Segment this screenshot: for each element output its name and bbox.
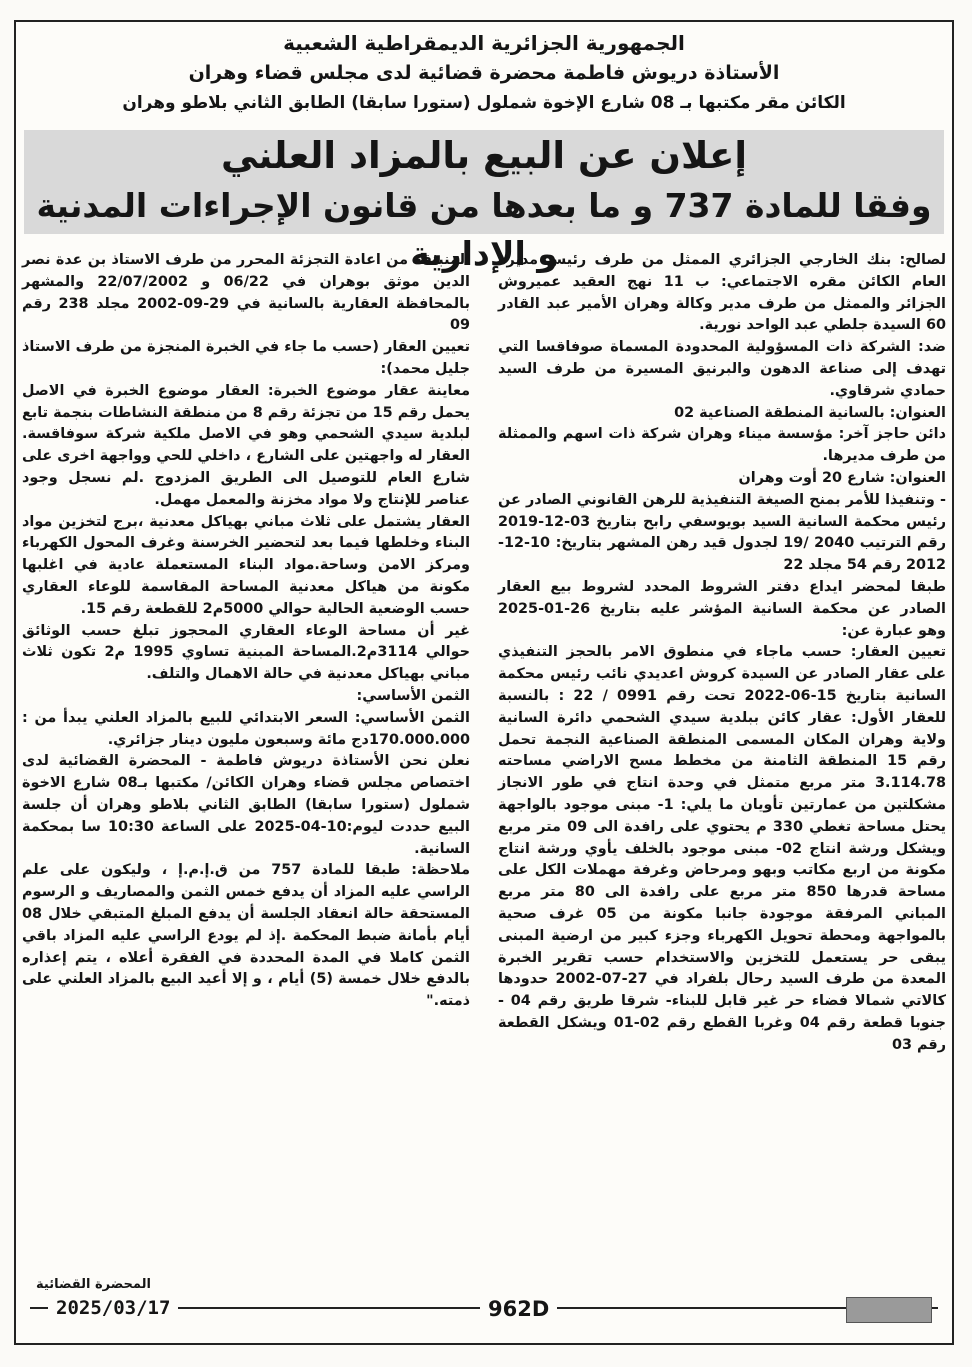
paragraph: نعلن نحن الأستاذة دريوش فاطمة - المحضرة القضائية لدى اختصاص مجلس قضاء وهران الكائن/ مكتبها بـ08 شارع الاخوة شملول (ستورا سابقا) الطابق الثاني بلاطو وهران أن جلسة البيع حددت ليوم:10-04-2025 على الساعة 10:30 سا بمحكمة السانية. <box>22 753 470 857</box>
republic-name: الجمهورية الجزائرية الديمقراطية الشعبية <box>283 31 685 55</box>
paragraph: الثمن الأساسي: <box>356 687 470 704</box>
paragraph: غير أن مساحة الوعاء العقاري المحجوز تبلغ حسب الوثائق حوالي 3114م2.المساحة المبنية تساوي 1995 م2 تكون ثلاث مباني بهياكل معدنية في حالة الاهمال والتلف. <box>22 622 470 683</box>
paragraph: تعيين العقار (حسب ما جاء في الخبرة المنجزة من طرف الاستاذ جليل محمد): <box>22 339 470 377</box>
newspaper-logo-icon <box>846 1297 932 1323</box>
paragraph: ملاحظة: طبقا للمادة 757 من ق.إ.م.إ ، وليكون على علم الراسي عليه المزاد أن يدفع خمس الثمن والمصاريف و الرسوم المستحقة حالة انعقاد الجلسة أن يدفع المبلغ المتبقي خلال 08 أيام بأمانة ضبط المحكمة .إذ لم يودع الراسي عليه المزاد باقي الثمن كاملا في المدة المحددة في الفقرة أعلاه ، يتم إعذاره بالدفع خلال خمسة (5) أيام ، و إلا أعيد البيع بالمزاد العلني على ذمته." <box>22 862 470 1010</box>
announcement-frame <box>14 20 954 1345</box>
title-box <box>24 130 944 273</box>
announcement-title: إعلان عن البيع بالمزاد العلني <box>220 134 748 177</box>
right-column <box>498 250 946 1280</box>
paragraph: العنوان: بالسانية المنطقة الصناعية 02 <box>674 404 946 421</box>
announcement-header <box>16 22 952 118</box>
paragraph: المنبثقة من اعادة التجزئة المحرر من طرف الاستاذ بن عدة نصر الدين موثق بوهران في 06/22 و 22/07/2002 والمشهر بالمحافظة العقارية بالسانية في 29-09-2002 مجلد 238 رقم 09 <box>22 252 470 334</box>
paragraph: الثمن الأساسي: السعر الابتدائي للبيع بالمزاد العلني يبدأ من : 170.000.000دج مائة وسبعون مليون دينار جزائري. <box>22 709 470 748</box>
announcement-footer <box>30 1277 938 1325</box>
paragraph: لصالح: بنك الخارجي الجزائري الممثل من طرف رئيس مديره العام الكائن مقره الاجتماعي: ب 11 نهج العقيد عميروش الجزائر والممثل من طرف مدير وكالة وهران الأمير عبد القادر 60 السيدة جلطي عبد الواحد نورية. <box>498 252 947 334</box>
paragraph: طبقا لمحضر ايداع دفتر الشروط المحدد لشروط بيع العقار الصادر عن محكمة السانية المؤشر عليه بتاريخ 26-01-2025 وهو عبارة عن: <box>498 578 946 639</box>
ad-code: 962D <box>480 1297 557 1321</box>
body-columns <box>22 250 946 1280</box>
paragraph: تعيين العقار: حسب ماجاء في منطوق الامر بالحجز التنفيذي على عقار الصادر عن السيدة كروش اعديدي نائب رئيس محكمة السانية بتاريخ 15-06-2022 تحت رقم 0991 / 22 : بالنسبة للعقار الأول: عقار كائن ببلدية سيدي الشحمي دائرة السانية ولاية وهران المكان المسمى المنطقة الصناعية النجمة تحمل رقم 15 المنطقة الثامنة من مخطط مسح الاراضي مساحته 3.114.78 متر مربع متمثل في وحدة انتاج في طور الانجاز مشكلتين من عمارتين تأويان ما يلي: 1- مبنى موجود بالواجهة يحتل مساحة تغطي 330 م يحتوي على رافدة الى 09 متر مربع ويشكل ورشة انتاج 02- مبنى موجود بالخلف يأوي ورشة انتاج مكونة من اربع مكاتب وبهو ومرحاض وغرفة مهملات الكل على مساحة قدرها 850 متر مربع على رافدة الى 80 متر مربع المباني المرفقة موجودة جانبا مكونة من 05 غرف صحية بالمواجهة ومحطة تحويل الكهرباء وجزء كبير من ارضية المبنى يبقى حر يستعمل للتخزين والاستخدام حسب تقرير الخبرة المعدة من طرف السيد رحال بلفراد في 27-07-2002 حدودها كالاتي شمالا فضاء حر غير قابل للبناء- شرقا طريق رقم 04 - جنوبا قطعة رقم 04 وغربا القطع رقم 02-01 ويشكل القطعة رقم 03 <box>498 644 947 1053</box>
paragraph: ضد: الشركة ذات المسؤولية المحدودة المسماة صوفاقسا التي تهدف إلى صناعة الدهون والبرنيق المسيرة من طرف السيد حمادي شرقاوي. <box>498 339 946 399</box>
signature-label: المحضرة القضائية <box>36 1277 151 1292</box>
office-address: الكائن مقر مكتبها بـ 08 شارع الإخوة شملول (ستورا سابقا) الطابق الثاني بلاطو وهران <box>122 93 846 113</box>
announcement-subtitle: وفقا للمادة 737 و ما بعدها من قانون الإجراءات المدنية و الإدارية <box>36 186 932 273</box>
paragraph: العنوان: شارع 20 أوت وهران <box>738 469 946 486</box>
publication-date: 2025/03/17 <box>48 1297 178 1319</box>
paragraph: - وتنفيذا للأمر بمنح الصيغة التنفيذية للرهن القانوني الصادر عن رئيس محكمة السانية السيد بويوسفي رابح بتاريخ 03-12-2019 رقم الترتيب 2040 /19 لجدول قيد رهن المشهر بتاريخ: 10-12-2012 رقم 54 مجلد 22 <box>498 491 946 574</box>
paragraph: دائن حاجز آخر: مؤسسة ميناء وهران شركة ذات اسهم والممثلة من طرف مديرها. <box>498 426 946 465</box>
left-column <box>22 250 470 1280</box>
paragraph: معاينة عقار موضوع الخبرة: العقار موضوع الخبرة في الاصل يحمل رقم 15 من تجزئة رقم 8 من منطقة النشاطات بنجمة تابع لبلدية سيدي الشحمي وهو في الاصل ملكية شركة سوفاقسة. العقار له واجهتين على الشارع ، داخلي للحي وواجهة اخرى على شارع العام للتوصيل الى الطريق المزدوج .لم نسجل وجود عناصر للإنتاج ولا مواد مخزنة والمعمل مهمل. <box>22 382 471 508</box>
paragraph: العقار يشتمل على ثلاث مباني بهياكل معدنية ،برج لتخزين مواد البناء وخلطها فيما بعد لتحضير الخرسنة وغرف المحول الكهرباء ومركز الامن وساحة.مواد البناء المستعملة عادية في اغلبها مكونة من هياكل معدنية المساحة المقاسمة للوعاء العقاري حسب الوضعية الحالية حوالي 5000م2 للقطعة رقم 15. <box>22 513 470 617</box>
bailiff-name: الأستاذة دريوش فاطمة محضرة قضائية لدى مجلس قضاء وهران <box>188 62 780 84</box>
